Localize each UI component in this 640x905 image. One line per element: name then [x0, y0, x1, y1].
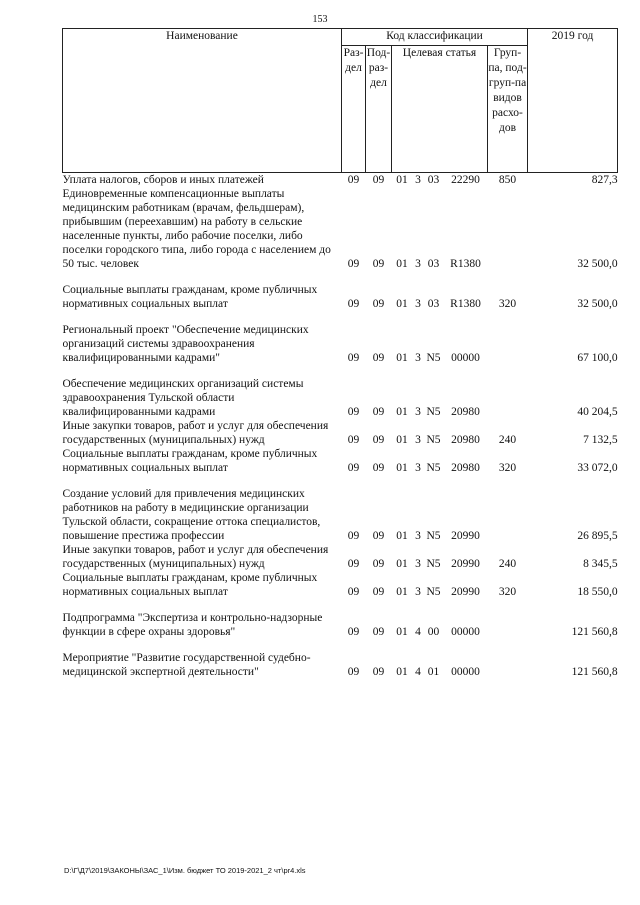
row-target-subprogram: 3	[415, 352, 421, 364]
row-name: Мероприятие "Развитие государственной судебно-медицинской экспертной деятельности"	[62, 652, 311, 678]
table-row	[63, 611, 618, 639]
row-target-subprogram: 3	[415, 558, 421, 570]
row-target-program: 01	[396, 626, 408, 638]
row-spacer	[63, 599, 618, 611]
row-target-program: 01	[396, 174, 408, 186]
row-target-subprogram: 3	[415, 258, 421, 270]
row-subsection: 09	[372, 352, 385, 364]
row-amount: 32 500,0	[577, 258, 618, 270]
row-section: 09	[347, 434, 360, 446]
row-name: Единовременные компенсационные выплаты медицинским работникам (врачам, фельдшерам), прибывшим (переехавшим) на работу в сельские населенные пункты, либо рабочие поселки, либо поселки городского типа, либо города с населением до 50 тыс. человек	[62, 188, 331, 270]
row-target-subprogram: 4	[415, 626, 421, 638]
row-target-program: 01	[396, 406, 408, 418]
budget-table	[62, 28, 618, 679]
row-amount: 18 550,0	[577, 586, 618, 598]
row-target-program: 01	[396, 258, 408, 270]
row-target-program: 01	[396, 352, 408, 364]
row-amount: 8 345,5	[583, 558, 618, 570]
row-target-program: 01	[396, 666, 408, 678]
row-target-direction: 03	[427, 298, 440, 310]
row-amount: 26 895,5	[577, 530, 618, 542]
row-expense-group: 320	[498, 586, 517, 598]
row-spacer	[63, 639, 618, 651]
row-section: 09	[347, 666, 360, 678]
row-spacer-cell	[63, 599, 618, 611]
row-target-program: 01	[396, 558, 408, 570]
row-spacer-cell	[63, 475, 618, 487]
row-name: Социальные выплаты гражданам, кроме публичных нормативных социальных выплат	[62, 448, 318, 474]
row-target-program: 01	[396, 462, 408, 474]
row-spacer-cell	[63, 311, 618, 323]
row-target-subprogram: 3	[415, 298, 421, 310]
row-target-direction: N5	[426, 434, 441, 446]
row-target-direction: N5	[426, 530, 441, 542]
row-amount: 7 132,5	[583, 434, 618, 446]
footer-file-path: D:\Г\Д7\2019\ЗАКОНЫ\ЗАС_1\Изм. бюджет ТО 2019-2021_2 чт\pr4.xls	[64, 866, 306, 875]
row-target-code: 20990	[451, 586, 480, 598]
row-name: Иные закупки товаров, работ и услуг для обеспечения государственных (муниципальных) нужд	[62, 420, 329, 446]
row-subsection: 09	[372, 530, 385, 542]
row-target-subprogram: 4	[415, 666, 421, 678]
table-row	[63, 187, 618, 271]
row-name: Региональный проект "Обеспечение медицинских организаций системы здравоохранения квалифицированными кадрами"	[62, 324, 309, 364]
row-section: 09	[347, 298, 360, 310]
row-section: 09	[347, 558, 360, 570]
row-subsection: 09	[372, 174, 385, 186]
row-target-subprogram: 3	[415, 586, 421, 598]
row-amount: 40 204,5	[577, 406, 618, 418]
row-expense-group	[488, 611, 528, 639]
row-expense-group: 240	[498, 434, 517, 446]
row-subsection: 09	[372, 258, 385, 270]
row-target-direction: 03	[427, 174, 440, 186]
row-target-code: 20980	[451, 406, 480, 418]
row-name: Подпрограмма "Экспертиза и контрольно-надзорные функции в сфере охраны здоровья"	[62, 612, 323, 638]
row-spacer	[63, 475, 618, 487]
page-number: 153	[312, 14, 328, 25]
row-name: Обеспечение медицинских организаций системы здравоохранения Тульской области квалифицированными кадрами	[62, 378, 304, 418]
row-section: 09	[347, 530, 360, 542]
table-row	[63, 447, 618, 475]
row-amount: 121 560,8	[571, 626, 618, 638]
row-amount: 827,3	[591, 174, 618, 186]
row-target-code: 20990	[451, 558, 480, 570]
row-subsection: 09	[372, 666, 385, 678]
row-subsection: 09	[372, 434, 385, 446]
row-subsection: 09	[372, 558, 385, 570]
row-target-program: 01	[396, 434, 408, 446]
row-target-subprogram: 3	[415, 530, 421, 542]
row-amount: 67 100,0	[577, 352, 618, 364]
row-spacer	[63, 365, 618, 377]
table-header	[63, 29, 618, 173]
row-target-code: 20980	[451, 462, 480, 474]
row-target-program: 01	[396, 586, 408, 598]
row-name: Создание условий для привлечения медицинских работников на работу в медицинские организации Тульской области, сокращение оттока специалистов, повышение престижа профессии	[62, 488, 321, 542]
row-target-code: 20990	[451, 530, 480, 542]
row-target-program: 01	[396, 298, 408, 310]
row-section: 09	[347, 174, 360, 186]
row-amount: 121 560,8	[571, 666, 618, 678]
row-target-direction: 00	[427, 626, 440, 638]
row-expense-group: 850	[498, 174, 517, 186]
row-section: 09	[347, 258, 360, 270]
table-row	[63, 487, 618, 543]
table-body	[63, 173, 618, 680]
row-expense-group: 320	[498, 462, 517, 474]
row-spacer-cell	[63, 365, 618, 377]
row-target-subprogram: 3	[415, 462, 421, 474]
row-target-direction: N5	[426, 558, 441, 570]
row-subsection: 09	[372, 626, 385, 638]
row-name: Иные закупки товаров, работ и услуг для обеспечения государственных (муниципальных) нужд	[62, 544, 329, 570]
row-subsection: 09	[372, 462, 385, 474]
row-target-direction: 01	[427, 666, 440, 678]
row-target-code: R1380	[450, 258, 481, 270]
table-row	[63, 571, 618, 599]
row-expense-group: 320	[498, 298, 517, 310]
row-name: Социальные выплаты гражданам, кроме публичных нормативных социальных выплат	[62, 572, 318, 598]
row-target-code: 00000	[451, 626, 480, 638]
table-row	[63, 323, 618, 365]
row-subsection: 09	[372, 586, 385, 598]
table-row	[63, 419, 618, 447]
column-header-classification: Код классификации	[342, 29, 528, 46]
row-target-direction: 03	[427, 258, 440, 270]
table-row	[63, 651, 618, 679]
row-section: 09	[347, 626, 360, 638]
row-expense-group: 240	[498, 558, 517, 570]
column-header-expense-group: Груп-па, под-груп-па видов расхо-дов	[488, 46, 528, 173]
row-spacer	[63, 311, 618, 323]
row-target-code: 00000	[451, 352, 480, 364]
row-target-subprogram: 3	[415, 174, 421, 186]
row-amount: 33 072,0	[577, 462, 618, 474]
column-header-name: Наименование	[63, 29, 342, 173]
row-expense-group	[488, 487, 528, 543]
table-row	[63, 543, 618, 571]
column-header-target-article: Целевая статья	[392, 46, 488, 173]
row-spacer-cell	[63, 639, 618, 651]
row-section: 09	[347, 352, 360, 364]
row-expense-group	[488, 377, 528, 419]
row-subsection: 09	[372, 406, 385, 418]
row-target-code: R1380	[450, 298, 481, 310]
row-subsection: 09	[372, 298, 385, 310]
row-section: 09	[347, 406, 360, 418]
table-row	[63, 283, 618, 311]
column-header-section: Раз-дел	[342, 46, 366, 173]
row-target-code: 22290	[451, 174, 480, 186]
row-section: 09	[347, 462, 360, 474]
row-name: Социальные выплаты гражданам, кроме публичных нормативных социальных выплат	[62, 284, 318, 310]
row-target-direction: N5	[426, 406, 441, 418]
row-target-direction: N5	[426, 352, 441, 364]
row-amount: 32 500,0	[577, 298, 618, 310]
column-header-subsection: Под-раз-дел	[366, 46, 392, 173]
row-target-subprogram: 3	[415, 406, 421, 418]
row-name: Уплата налогов, сборов и иных платежей	[62, 174, 264, 186]
row-target-direction: N5	[426, 462, 441, 474]
row-section: 09	[347, 586, 360, 598]
row-target-subprogram: 3	[415, 434, 421, 446]
table-row	[63, 173, 618, 188]
row-expense-group	[488, 651, 528, 679]
table-row	[63, 377, 618, 419]
row-target-program: 01	[396, 530, 408, 542]
row-target-direction: N5	[426, 586, 441, 598]
row-expense-group	[488, 187, 528, 271]
row-target-code: 00000	[451, 666, 480, 678]
row-spacer	[63, 271, 618, 283]
row-spacer-cell	[63, 271, 618, 283]
row-expense-group	[488, 323, 528, 365]
row-target-code: 20980	[451, 434, 480, 446]
column-header-year: 2019 год	[528, 29, 618, 173]
